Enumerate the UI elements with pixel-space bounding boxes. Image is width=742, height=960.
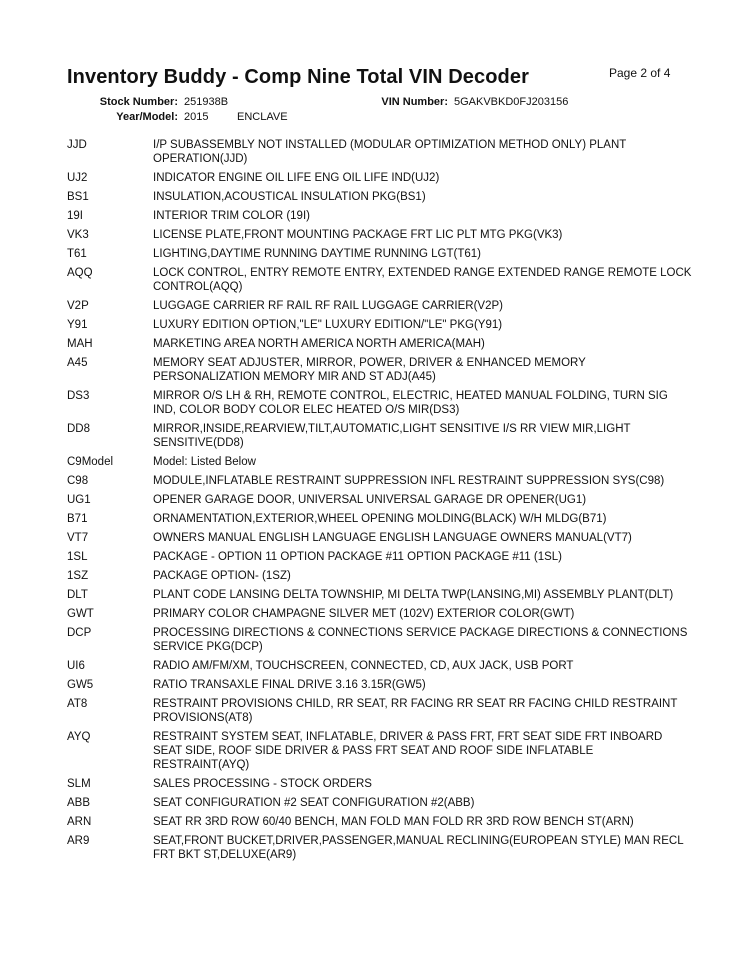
option-code: DLT (67, 589, 88, 601)
option-description: MARKETING AREA NORTH AMERICA NORTH AMERICA(MAH) (153, 338, 485, 350)
option-code: ARN (67, 816, 92, 828)
option-code: UG1 (67, 494, 91, 506)
option-code-list (67, 138, 692, 867)
option-description: PACKAGE - OPTION 11 OPTION PACKAGE #11 OPTION PACKAGE #11 (1SL) (153, 551, 563, 563)
option-row (67, 247, 692, 261)
option-description: LIGHTING,DAYTIME RUNNING DAYTIME RUNNING LGT(T61) (153, 248, 481, 260)
option-description: RATIO TRANSAXLE FINAL DRIVE 3.16 3.15R(GW5) (153, 679, 426, 691)
option-code: C98 (67, 475, 89, 487)
option-row (67, 730, 692, 772)
option-code: AYQ (67, 731, 91, 743)
option-description: PACKAGE OPTION- (1SZ) (153, 570, 291, 582)
option-description: INSULATION,ACOUSTICAL INSULATION PKG(BS1) (153, 191, 426, 203)
option-description: LUGGAGE CARRIER RF RAIL RF RAIL LUGGAGE CARRIER(V2P) (153, 300, 503, 312)
option-code: MAH (67, 338, 93, 350)
option-code: DD8 (67, 423, 91, 435)
option-code: AT8 (67, 698, 88, 710)
option-description: LUXURY EDITION OPTION,"LE" LUXURY EDITION/"LE" PKG(Y91) (153, 319, 503, 331)
year-value: 2015 (184, 111, 209, 123)
option-row (67, 512, 692, 526)
option-row (67, 550, 692, 564)
option-code: A45 (67, 357, 88, 369)
option-code: B71 (67, 513, 88, 525)
option-code: JJD (67, 139, 87, 151)
option-description: ORNAMENTATION,EXTERIOR,WHEEL OPENING MOLDING(BLACK) W/H MLDG(B71) (153, 513, 607, 525)
option-row (67, 318, 692, 332)
option-code: AR9 (67, 835, 90, 847)
option-row (67, 190, 692, 204)
option-row (67, 356, 692, 384)
option-row (67, 607, 692, 621)
option-code: Y91 (67, 319, 88, 331)
option-row (67, 228, 692, 242)
year-model-label: Year/Model: (116, 111, 178, 123)
option-description: PLANT CODE LANSING DELTA TOWNSHIP, MI DELTA TWP(LANSING,MI) ASSEMBLY PLANT(DLT) (153, 589, 674, 601)
option-code: DCP (67, 627, 92, 639)
option-code: V2P (67, 300, 89, 312)
option-code: DS3 (67, 390, 90, 402)
option-description: MIRROR O/S LH & RH, REMOTE CONTROL, ELECTRIC, HEATED MANUAL FOLDING, TURN SIG IND, COLOR BODY COLOR ELEC HEATED O/S MIR(DS3) (153, 390, 668, 416)
model-value: ENCLAVE (237, 111, 288, 123)
option-description: PRIMARY COLOR CHAMPAGNE SILVER MET (102V) EXTERIOR COLOR(GWT) (153, 608, 575, 620)
option-code: 19I (67, 210, 83, 222)
option-code: ABB (67, 797, 91, 809)
option-description: OPENER GARAGE DOOR, UNIVERSAL UNIVERSAL GARAGE DR OPENER(UG1) (153, 494, 587, 506)
stock-number-label: Stock Number: (99, 96, 178, 108)
option-description: SALES PROCESSING - STOCK ORDERS (153, 778, 372, 790)
option-code: BS1 (67, 191, 89, 203)
page-number: Page 2 of 4 (609, 66, 671, 80)
option-row (67, 493, 692, 507)
option-description: SEAT,FRONT BUCKET,DRIVER,PASSENGER,MANUAL RECLINING(EUROPEAN STYLE) MAN RECL FRT BKT ST,DELUXE(AR9) (153, 835, 684, 861)
option-row (67, 337, 692, 351)
option-row (67, 815, 692, 829)
option-row (67, 171, 692, 185)
option-description: MIRROR,INSIDE,REARVIEW,TILT,AUTOMATIC,LIGHT SENSITIVE I/S RR VIEW MIR,LIGHT SENSITIVE(DD8) (153, 423, 631, 449)
option-description: Model: Listed Below (153, 456, 256, 468)
option-row (67, 777, 692, 791)
option-code: T61 (67, 248, 87, 260)
option-description: RADIO AM/FM/XM, TOUCHSCREEN, CONNECTED, CD, AUX JACK, USB PORT (153, 660, 574, 672)
option-description: SEAT RR 3RD ROW 60/40 BENCH, MAN FOLD MAN FOLD RR 3RD ROW BENCH ST(ARN) (153, 816, 634, 828)
option-code: SLM (67, 778, 91, 790)
option-row (67, 569, 692, 583)
option-description: LICENSE PLATE,FRONT MOUNTING PACKAGE FRT LIC PLT MTG PKG(VK3) (153, 229, 563, 241)
option-description: I/P SUBASSEMBLY NOT INSTALLED (MODULAR OPTIMIZATION METHOD ONLY) PLANT OPERATION(JJD) (153, 139, 627, 165)
option-row (67, 796, 692, 810)
option-row (67, 389, 692, 417)
option-description: MEMORY SEAT ADJUSTER, MIRROR, POWER, DRIVER & ENHANCED MEMORY PERSONALIZATION MEMORY MIR AND ST ADJ(A45) (153, 357, 586, 383)
option-code: GWT (67, 608, 94, 620)
option-row (67, 455, 692, 469)
option-row (67, 299, 692, 313)
option-row (67, 422, 692, 450)
option-row (67, 531, 692, 545)
option-row (67, 678, 692, 692)
option-row (67, 474, 692, 488)
option-description: SEAT CONFIGURATION #2 SEAT CONFIGURATION #2(ABB) (153, 797, 475, 809)
page-title: Inventory Buddy - Comp Nine Total VIN Decoder (67, 66, 529, 88)
option-row (67, 697, 692, 725)
option-description: MODULE,INFLATABLE RESTRAINT SUPPRESSION INFL RESTRAINT SUPPRESSION SYS(C98) (153, 475, 665, 487)
option-description: PROCESSING DIRECTIONS & CONNECTIONS SERVICE PACKAGE DIRECTIONS & CONNECTIONS SERVICE PKG(DCP) (153, 627, 688, 653)
option-code: UI6 (67, 660, 85, 672)
stock-number-value: 251938B (184, 96, 229, 108)
option-row (67, 834, 692, 862)
option-code: VK3 (67, 229, 89, 241)
option-code: 1SZ (67, 570, 89, 582)
option-code: GW5 (67, 679, 94, 691)
option-description: INTERIOR TRIM COLOR (19I) (153, 210, 310, 222)
option-row (67, 588, 692, 602)
option-code: AQQ (67, 267, 93, 279)
vin-number-value: 5GAKVBKD0FJ203156 (454, 96, 569, 108)
option-row (67, 138, 692, 166)
option-code: VT7 (67, 532, 89, 544)
vin-number-label: VIN Number: (381, 96, 448, 108)
option-description: RESTRAINT SYSTEM SEAT, INFLATABLE, DRIVER & PASS FRT, FRT SEAT SIDE FRT INBOARD SEAT SIDE, ROOF SIDE DRIVER & PASS FRT SEAT AND ROOF SIDE INFLATABLE RESTRAINT(AYQ) (153, 731, 663, 771)
option-code: C9Model (67, 456, 114, 468)
option-code: 1SL (67, 551, 88, 563)
option-code: UJ2 (67, 172, 88, 184)
option-row (67, 659, 692, 673)
option-row (67, 626, 692, 654)
option-description: LOCK CONTROL, ENTRY REMOTE ENTRY, EXTENDED RANGE EXTENDED RANGE REMOTE LOCK CONTROL(AQQ) (153, 267, 692, 293)
option-row (67, 266, 692, 294)
option-description: RESTRAINT PROVISIONS CHILD, RR SEAT, RR FACING RR SEAT RR FACING CHILD RESTRAINT PROVISIONS(AT8) (153, 698, 678, 724)
option-description: INDICATOR ENGINE OIL LIFE ENG OIL LIFE IND(UJ2) (153, 172, 440, 184)
option-row (67, 209, 692, 223)
option-description: OWNERS MANUAL ENGLISH LANGUAGE ENGLISH LANGUAGE OWNERS MANUAL(VT7) (153, 532, 632, 544)
